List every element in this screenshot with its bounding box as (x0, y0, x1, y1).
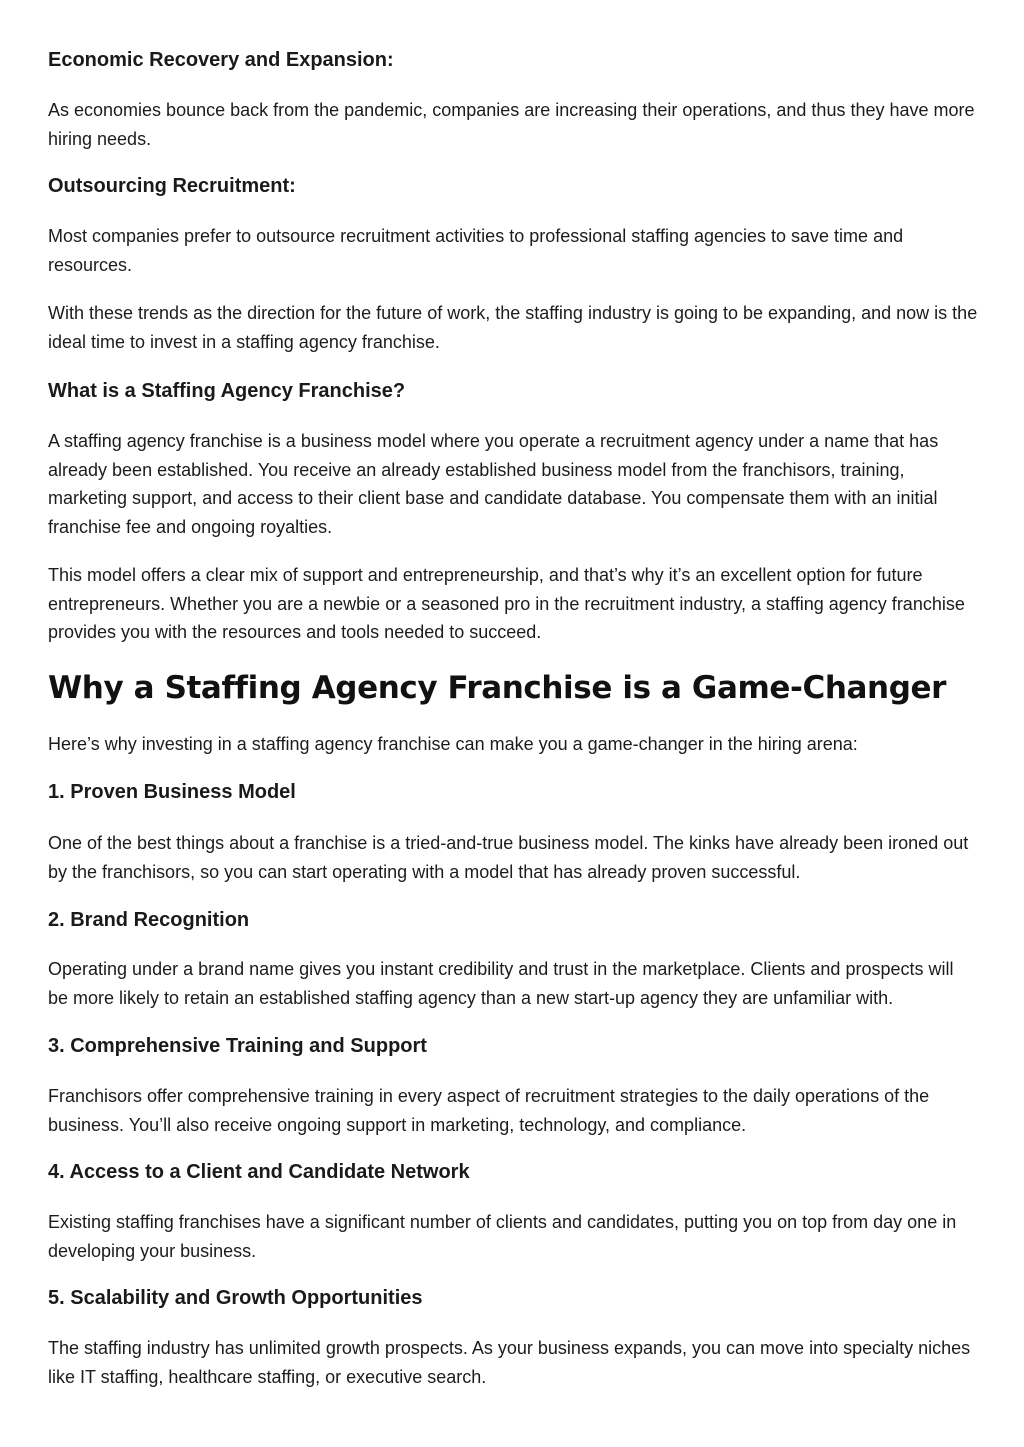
trends-paragraph: With these trends as the direction for the future of work, the staffing industry is going to be expanding, and now is the ideal time to invest in a staffing agency franchise. (48, 303, 978, 352)
reason-heading-3: 3. Comprehensive Training and Support (48, 1035, 427, 1057)
reason-paragraph-2: Operating under a brand name gives you instant credibility and trust in the marketplace. Clients and prospects will be more likely to retain an established staffing agency than a new start-up agency they are unfamiliar with. (48, 959, 954, 1008)
reason-paragraph-4: Existing staffing franchises have a significant number of clients and candidates, putting you on top from day one in developing your business. (48, 1212, 957, 1261)
reason-heading-5: 5. Scalability and Growth Opportunities (48, 1287, 423, 1309)
reason-heading-4: 4. Access to a Client and Candidate Network (48, 1161, 470, 1183)
outsourcing-heading: Outsourcing Recruitment: (48, 175, 296, 197)
why-intro-paragraph: Here’s why investing in a staffing agency franchise can make you a game-changer in the hiring arena: (48, 734, 858, 754)
what-is-franchise-paragraph-2: This model offers a clear mix of support and entrepreneurship, and that’s why it’s an excellent option for future entrepreneurs. Whether you are a newbie or a seasoned pro in the recruitment industry, a staffing agency franchise provides you with the resources and tools needed to succeed. (48, 565, 965, 642)
reason-paragraph-1: One of the best things about a franchise is a tried-and-true business model. The kinks have already been ironed out by the franchisors, so you can start operating with a model that has already proven successful. (48, 833, 969, 882)
reason-paragraph-3: Franchisors offer comprehensive training in every aspect of recruitment strategies to the daily operations of the business. You’ll also receive ongoing support in marketing, technology, and compliance. (48, 1086, 930, 1135)
what-is-franchise-paragraph-1: A staffing agency franchise is a business model where you operate a recruitment agency under a name that has already been established. You receive an already established business model from the franchisors, training, marketing support, and access to their client base and candidate database. You compensate them with an initial franchise fee and ongoing royalties. (48, 431, 939, 537)
reason-paragraph-5: The staffing industry has unlimited growth prospects. As your business expands, you can move into specialty niches like IT staffing, healthcare staffing, or executive search. (48, 1338, 971, 1387)
what-is-franchise-heading: What is a Staffing Agency Franchise? (48, 380, 406, 402)
reason-heading-1: 1. Proven Business Model (48, 781, 296, 803)
reason-heading-2: 2. Brand Recognition (48, 909, 250, 931)
why-game-changer-heading: Why a Staffing Agency Franchise is a Game-Changer (48, 670, 947, 706)
economic-recovery-heading: Economic Recovery and Expansion: (48, 49, 394, 71)
outsourcing-paragraph: Most companies prefer to outsource recruitment activities to professional staffing agencies to save time and resources. (48, 226, 904, 275)
economic-recovery-paragraph: As economies bounce back from the pandemic, companies are increasing their operations, and thus they have more hiring needs. (48, 100, 975, 149)
